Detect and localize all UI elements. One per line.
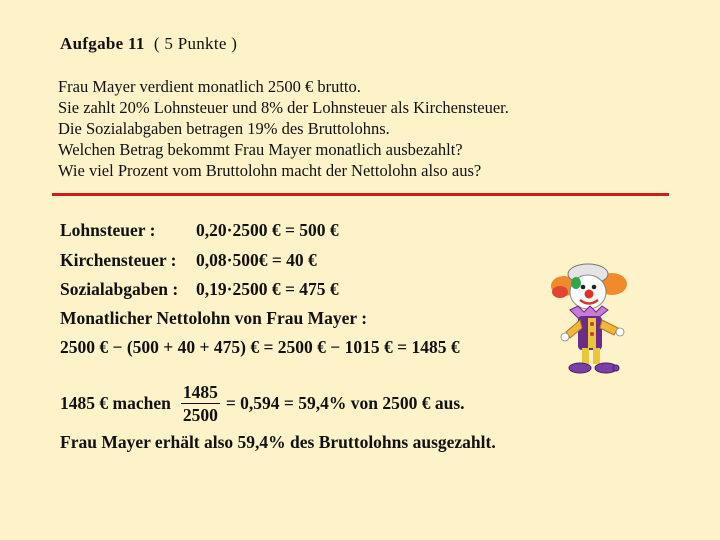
task-title-number: Aufgabe 11 xyxy=(60,34,145,53)
lohnsteuer-row xyxy=(60,220,339,241)
task-text xyxy=(58,76,509,181)
task-title xyxy=(60,34,237,54)
lohnsteuer-calc: 0,20·2500 € = 500 € xyxy=(196,220,339,240)
conclusion: Frau Mayer erhält also 59,4% des Bruttolohns ausgezahlt. xyxy=(60,432,496,452)
kirchensteuer-row xyxy=(60,250,317,271)
kirchensteuer-calc: 0,08·500€ = 40 € xyxy=(196,250,317,270)
task-line: Wie viel Prozent vom Bruttolohn macht der Nettolohn also aus? xyxy=(58,161,482,180)
sozial-row xyxy=(60,279,339,300)
sozial-label: Sozialabgaben : xyxy=(60,279,179,299)
task-line: Welchen Betrag bekommt Frau Mayer monatlich ausbezahlt? xyxy=(58,140,463,159)
percent-row xyxy=(60,382,465,425)
kirchensteuer-label: Kirchensteuer : xyxy=(60,250,177,270)
task-line: Die Sozialabgaben betragen 19% des Bruttolohns. xyxy=(58,119,390,138)
clown-icon xyxy=(540,262,650,377)
divider-rule xyxy=(52,193,669,196)
sozial-calc: 0,19·2500 € = 475 € xyxy=(196,279,339,299)
netto-heading: Monatlicher Nettolohn von Frau Mayer : xyxy=(60,308,368,328)
fraction-numerator: 1485 xyxy=(182,382,218,402)
lohnsteuer-label: Lohnsteuer : xyxy=(60,220,156,240)
netto-calc: 2500 € − (500 + 40 + 475) € = 2500 € − 1015 € = 1485 € xyxy=(60,337,460,357)
fraction xyxy=(181,382,220,425)
task-points: ( 5 Punkte ) xyxy=(153,34,238,53)
percent-suffix: = 0,594 = 59,4% von 2500 € aus. xyxy=(225,393,465,413)
task-line: Frau Mayer verdient monatlich 2500 € brutto. xyxy=(58,77,361,96)
percent-prefix: 1485 € machen xyxy=(60,393,171,413)
task-line: Sie zahlt 20% Lohnsteuer und 8% der Lohnsteuer als Kirchensteuer. xyxy=(58,98,509,117)
fraction-denominator: 2500 xyxy=(182,405,218,425)
